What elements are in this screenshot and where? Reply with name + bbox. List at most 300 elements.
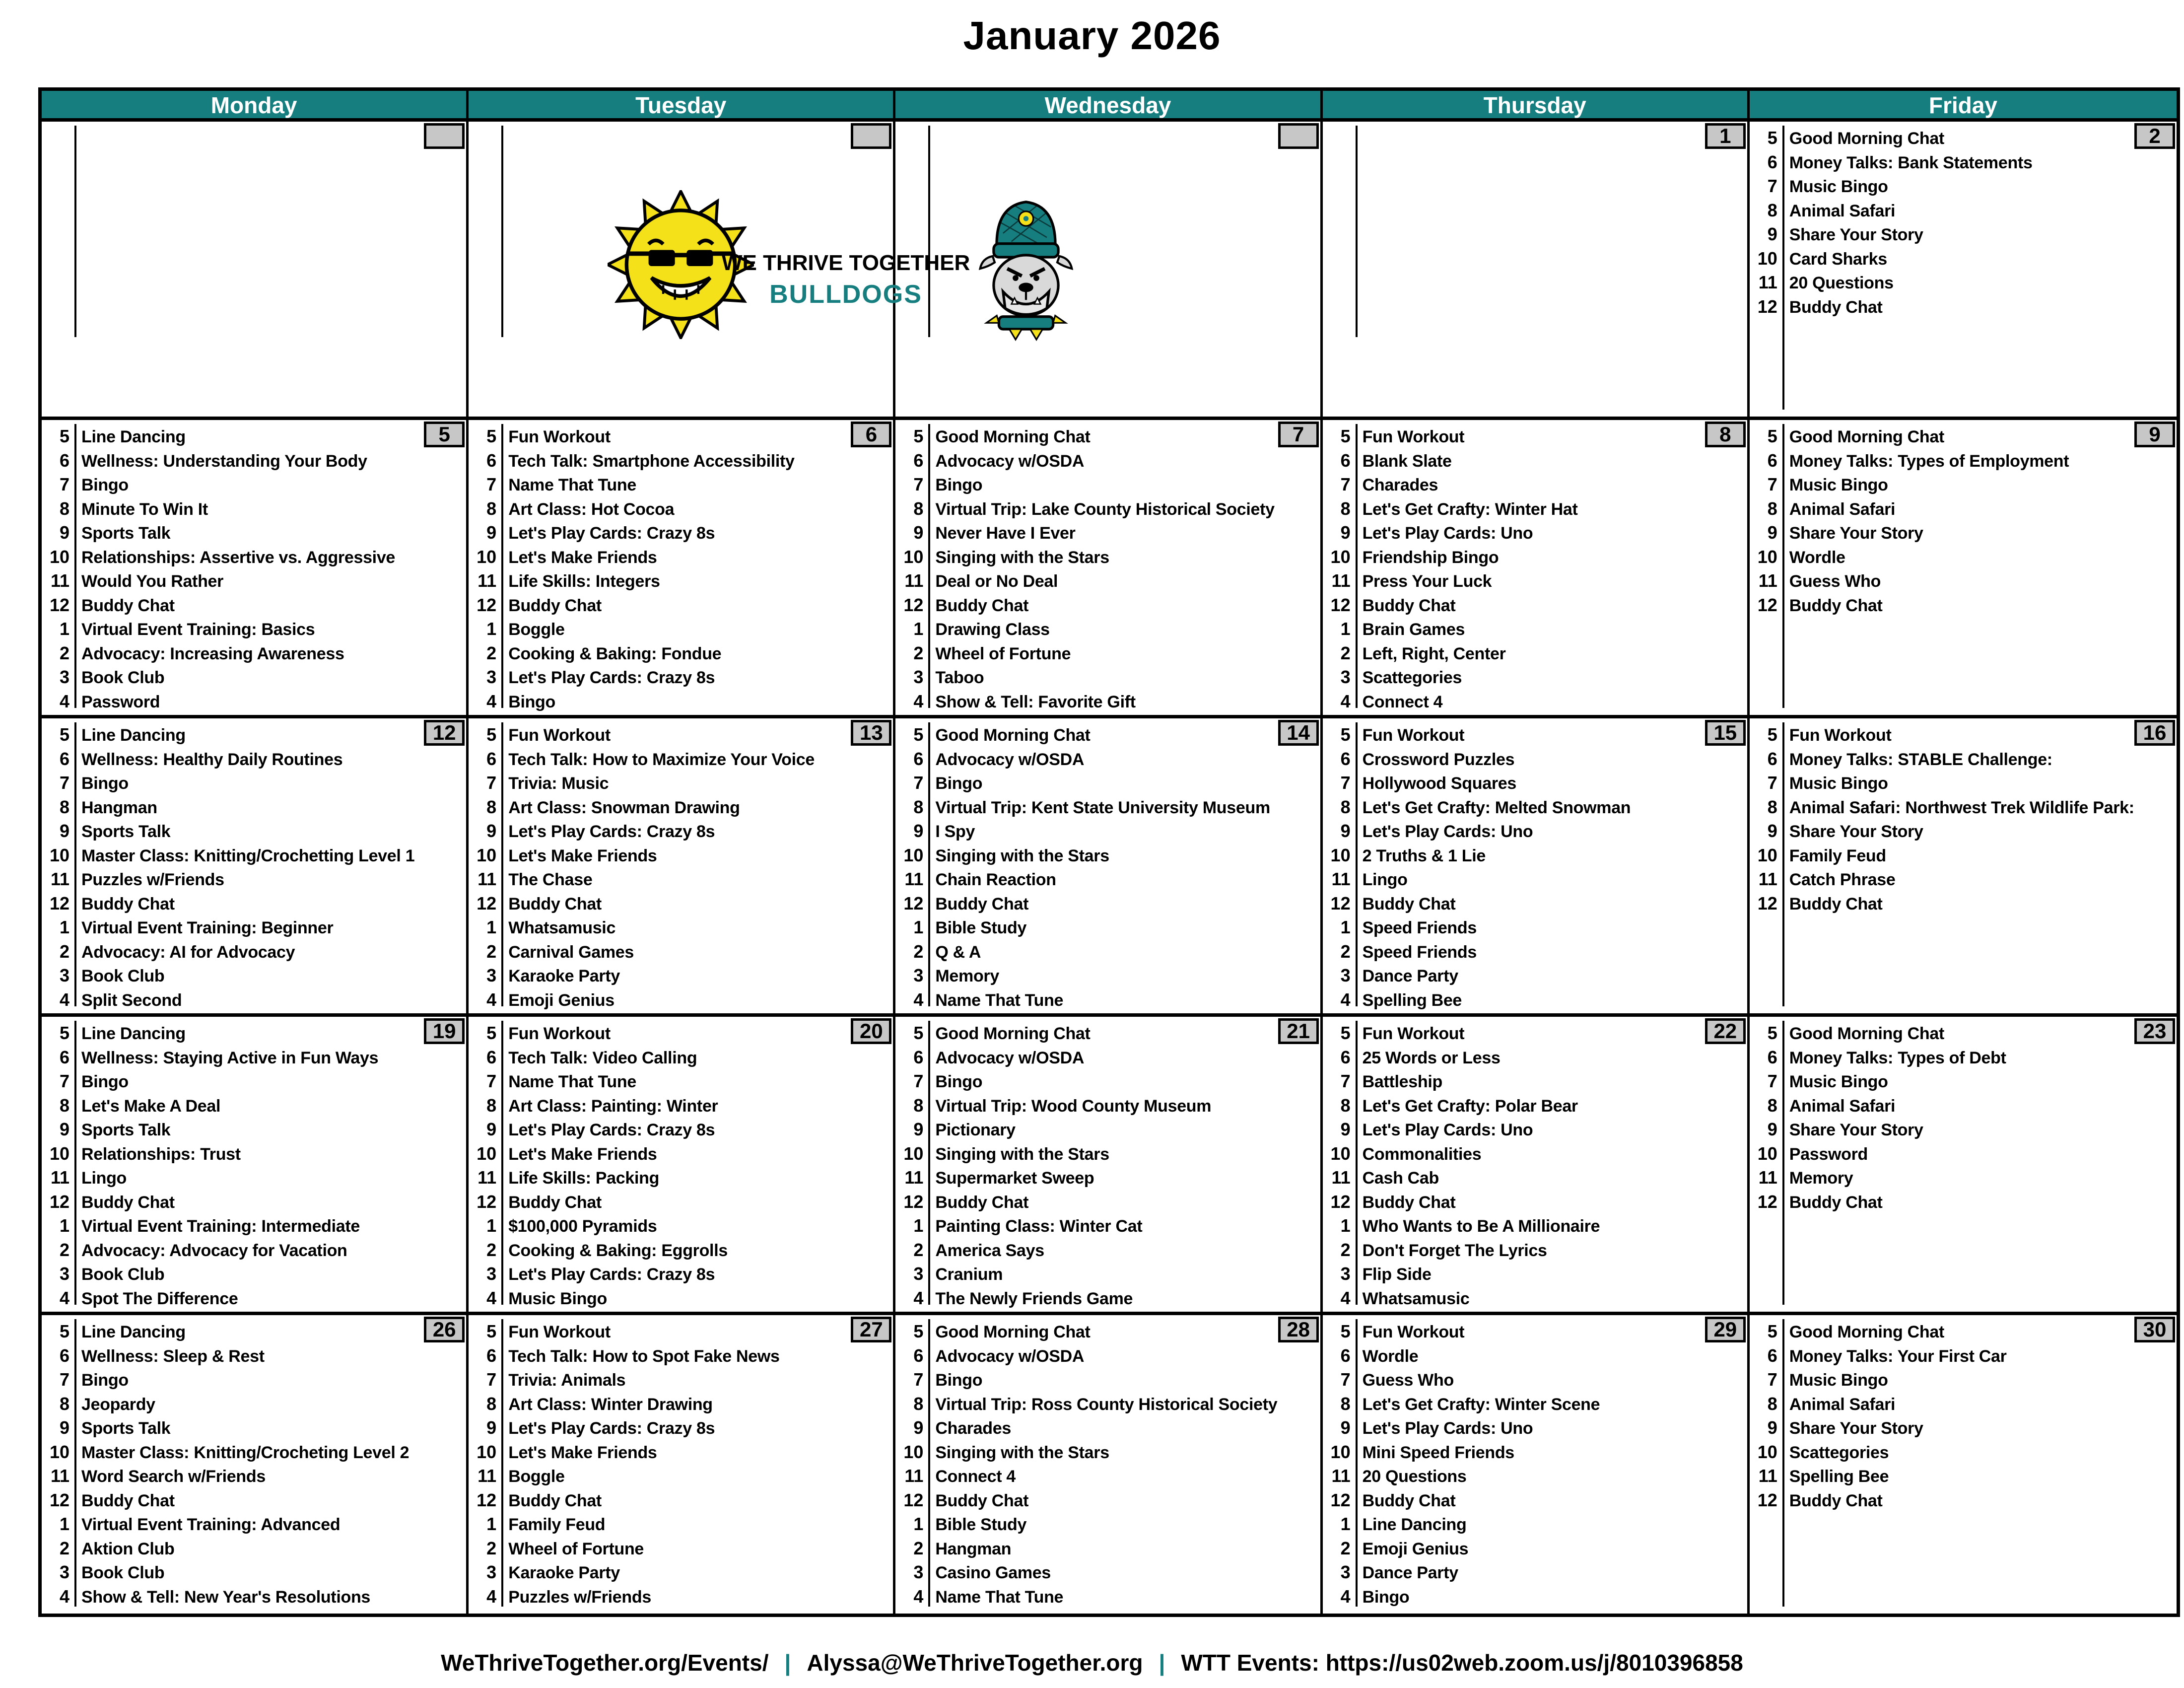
event-row [895, 1047, 1320, 1071]
event-row [1750, 1192, 2177, 1216]
event-row [42, 869, 466, 893]
event-row [895, 965, 1320, 989]
event-row [42, 643, 466, 667]
footer-email[interactable]: Alyssa@WeThriveTogether.org [807, 1650, 1143, 1676]
event-time: 1 [59, 1215, 69, 1236]
event-time: 2 [913, 1239, 924, 1260]
event-title: Singing with the Stars [935, 548, 1109, 567]
day-cell-9 [1750, 420, 2177, 718]
event-title: Wheel of Fortune [508, 1539, 644, 1558]
event-time: 4 [913, 989, 924, 1010]
event-time: 1 [59, 619, 69, 639]
event-time: 7 [486, 773, 497, 793]
event-time: 2 [486, 1239, 497, 1260]
date-box-26: 26 [424, 1317, 465, 1342]
event-list [895, 1321, 1320, 1610]
event-title: Name That Tune [508, 476, 636, 494]
event-time: 11 [50, 869, 69, 889]
event-time: 12 [49, 594, 69, 615]
event-title: Buddy Chat [1789, 596, 1883, 615]
event-title: Buddy Chat [508, 1491, 602, 1510]
date-box-empty [851, 123, 891, 149]
event-row [469, 1442, 893, 1466]
event-title: Advocacy w/OSDA [935, 451, 1085, 471]
event-title: Who Wants to Be A Millionaire [1362, 1217, 1600, 1236]
event-title: Press Your Luck [1362, 572, 1492, 591]
event-title: Good Morning Chat [1789, 427, 1944, 446]
event-time: 7 [1340, 1071, 1351, 1091]
event-time: 8 [1767, 1095, 1777, 1116]
event-title: Let's Get Crafty: Melted Snowman [1362, 798, 1631, 817]
event-title: Karaoke Party [508, 967, 620, 985]
event-row [895, 869, 1320, 893]
event-time: 5 [913, 426, 924, 446]
event-row [469, 869, 893, 893]
event-title: Wordle [1362, 1346, 1419, 1366]
event-row [1323, 450, 1747, 475]
event-row [42, 724, 466, 749]
event-time: 6 [913, 1047, 924, 1067]
date-box-19: 19 [424, 1018, 465, 1044]
event-row [895, 1514, 1320, 1538]
event-time: 3 [486, 667, 497, 687]
event-title: Let's Play Cards: Uno [1362, 524, 1533, 543]
event-row [469, 797, 893, 821]
event-title: Share Your Story [1789, 1419, 1923, 1438]
event-time: 6 [486, 748, 497, 769]
event-row [42, 547, 466, 571]
event-title: Spelling Bee [1362, 990, 1462, 1010]
event-row [42, 426, 466, 450]
event-list [1323, 1321, 1747, 1610]
event-row [469, 619, 893, 643]
event-time: 10 [903, 546, 924, 567]
event-row [469, 1514, 893, 1538]
event-row [1750, 724, 2177, 749]
event-row [895, 1417, 1320, 1442]
event-title: Whatsamusic [508, 918, 616, 937]
event-title: America Says [935, 1241, 1044, 1260]
event-time: 5 [1767, 1023, 1777, 1043]
event-title: Never Have I Ever [935, 524, 1076, 543]
event-time: 11 [1758, 570, 1777, 591]
event-time: 1 [1340, 917, 1351, 937]
event-title: Buddy Chat [508, 894, 602, 914]
event-time: 11 [1758, 1167, 1777, 1188]
event-row [469, 1417, 893, 1442]
event-title: Share Your Story [1789, 1121, 1923, 1139]
event-title: Let's Play Cards: Uno [1362, 1419, 1533, 1438]
event-time: 11 [904, 869, 924, 889]
event-time: 8 [59, 498, 69, 519]
event-time: 11 [50, 570, 69, 591]
event-title: Music Bingo [1789, 774, 1888, 793]
event-row [469, 1538, 893, 1562]
event-time: 3 [59, 667, 69, 687]
event-title: Password [81, 692, 160, 711]
date-box-empty [1278, 123, 1319, 149]
event-title: Wordle [1789, 548, 1845, 567]
event-title: Bingo [935, 476, 983, 494]
event-time: 8 [486, 1095, 497, 1116]
event-time: 11 [478, 1167, 497, 1188]
event-row [895, 797, 1320, 821]
event-time: 9 [1767, 1417, 1777, 1438]
event-row [895, 773, 1320, 797]
date-box-20: 20 [851, 1018, 891, 1044]
event-title: Let's Get Crafty: Winter Scene [1362, 1395, 1600, 1414]
event-row [1323, 965, 1747, 989]
event-row [42, 941, 466, 966]
date-box-16: 16 [2134, 720, 2175, 746]
event-title: Scattegories [1789, 1443, 1889, 1462]
event-title: Boggle [508, 1467, 565, 1486]
event-time: 7 [1767, 1071, 1777, 1091]
event-time: 4 [1340, 691, 1351, 711]
event-row [1323, 1514, 1747, 1538]
event-time: 7 [59, 474, 69, 494]
event-title: Bingo [935, 1371, 983, 1390]
event-time: 10 [1330, 844, 1351, 865]
event-title: Buddy Chat [508, 1193, 602, 1212]
event-row [1323, 1369, 1747, 1394]
event-title: Spot The Difference [81, 1289, 238, 1308]
event-title: Dance Party [1362, 1563, 1458, 1582]
event-title: Battleship [1362, 1072, 1442, 1091]
event-row [42, 1394, 466, 1418]
day-cell-21 [895, 1017, 1322, 1315]
date-box-6: 6 [851, 422, 891, 447]
event-row [42, 1514, 466, 1538]
event-time: 12 [1757, 1489, 1777, 1510]
event-row [469, 498, 893, 523]
event-time: 4 [59, 1586, 69, 1607]
event-row [1323, 1071, 1747, 1095]
event-row [42, 619, 466, 643]
event-title: Art Class: Snowman Drawing [508, 798, 740, 817]
event-title: Show & Tell: Favorite Gift [935, 692, 1136, 711]
event-row [42, 1562, 466, 1586]
event-time: 2 [59, 642, 69, 663]
event-title: Advocacy w/OSDA [935, 1048, 1085, 1067]
event-row [469, 1071, 893, 1095]
event-title: Advocacy w/OSDA [935, 1346, 1085, 1366]
event-list [1750, 1321, 2177, 1514]
event-row [895, 691, 1320, 715]
event-row [469, 1119, 893, 1143]
bulldog-icon [974, 190, 1078, 344]
event-time: 9 [1767, 224, 1777, 244]
event-row [42, 1143, 466, 1168]
event-time: 9 [913, 522, 924, 543]
event-title: Book Club [81, 1563, 165, 1582]
event-time: 12 [49, 1191, 69, 1212]
event-row [469, 450, 893, 475]
event-title: Tech Talk: Smartphone Accessibility [508, 451, 795, 471]
day-cell-14 [895, 718, 1322, 1017]
event-time: 6 [1767, 151, 1777, 172]
time-column-divider [1356, 126, 1358, 337]
event-title: Virtual Trip: Wood County Museum [935, 1096, 1212, 1116]
event-time: 1 [486, 619, 497, 639]
event-row [42, 821, 466, 845]
event-row [1750, 845, 2177, 869]
event-title: Mini Speed Friends [1362, 1443, 1514, 1462]
event-time: 7 [913, 773, 924, 793]
event-time: 7 [486, 1369, 497, 1390]
event-title: Let's Play Cards: Crazy 8s [508, 1265, 715, 1284]
event-row [469, 845, 893, 869]
event-title: Virtual Event Training: Beginner [81, 918, 334, 937]
event-row [469, 1240, 893, 1264]
event-row [42, 773, 466, 797]
event-row [42, 570, 466, 595]
event-title: Show & Tell: New Year's Resolutions [81, 1587, 371, 1607]
event-title: Good Morning Chat [1789, 129, 1944, 148]
event-title: Let's Play Cards: Crazy 8s [508, 668, 715, 687]
event-title: Speed Friends [1362, 942, 1477, 962]
event-row [42, 965, 466, 989]
event-title: Wellness: Staying Active in Fun Ways [81, 1048, 379, 1067]
event-row [42, 1369, 466, 1394]
event-row [895, 619, 1320, 643]
event-list [1323, 1023, 1747, 1312]
event-time: 9 [1767, 821, 1777, 841]
event-title: Bible Study [935, 918, 1027, 937]
event-title: Dance Party [1362, 967, 1458, 985]
event-time: 7 [486, 474, 497, 494]
event-row [1323, 1215, 1747, 1240]
event-row [42, 1538, 466, 1562]
event-title: Lingo [81, 1169, 127, 1188]
event-time: 2 [1340, 1239, 1351, 1260]
event-time: 1 [59, 1514, 69, 1534]
event-title: Fun Workout [508, 427, 611, 446]
event-row [1323, 1321, 1747, 1345]
event-row [1750, 1071, 2177, 1095]
event-row [1323, 797, 1747, 821]
date-box-21: 21 [1278, 1018, 1319, 1044]
bulldog-mascot-logo [974, 190, 1078, 344]
event-time: 7 [1340, 474, 1351, 494]
event-title: 25 Words or Less [1362, 1048, 1501, 1067]
event-row [42, 893, 466, 917]
event-title: Commonalities [1362, 1144, 1482, 1164]
event-row [895, 1288, 1320, 1312]
event-row [1750, 152, 2177, 176]
event-title: Let's Play Cards: Crazy 8s [508, 1121, 715, 1139]
event-row [895, 1538, 1320, 1562]
event-row [469, 821, 893, 845]
event-time: 10 [903, 1441, 924, 1462]
event-time: 9 [59, 821, 69, 841]
event-title: The Newly Friends Game [935, 1289, 1133, 1308]
event-row [469, 1192, 893, 1216]
event-title: Buddy Chat [508, 596, 602, 615]
event-title: Share Your Story [1789, 524, 1923, 543]
event-title: Book Club [81, 1265, 165, 1284]
event-row [895, 1071, 1320, 1095]
event-time: 12 [49, 893, 69, 914]
event-time: 8 [1340, 1393, 1351, 1414]
event-row [1750, 474, 2177, 498]
event-title: Hangman [935, 1539, 1012, 1558]
event-title: Tech Talk: How to Maximize Your Voice [508, 750, 815, 769]
event-title: Book Club [81, 668, 165, 687]
event-title: Animal Safari [1789, 1395, 1896, 1414]
event-time: 10 [49, 844, 69, 865]
event-time: 8 [486, 796, 497, 817]
event-time: 4 [1340, 1586, 1351, 1607]
footer-zoom-link[interactable]: WTT Events: https://us02web.zoom.us/j/8010396858 [1181, 1650, 1743, 1676]
event-title: Let's Make Friends [508, 548, 657, 567]
event-row [469, 643, 893, 667]
event-time: 8 [486, 1393, 497, 1414]
event-title: Cash Cab [1362, 1169, 1439, 1188]
event-title: Good Morning Chat [935, 726, 1091, 745]
event-row [1323, 724, 1747, 749]
event-time: 5 [59, 724, 69, 745]
event-row [1750, 248, 2177, 273]
event-title: Advocacy: Increasing Awareness [81, 644, 344, 663]
event-title: Boggle [508, 620, 565, 639]
event-row [469, 1288, 893, 1312]
event-row [1750, 797, 2177, 821]
event-row [42, 1321, 466, 1345]
event-time: 12 [1757, 594, 1777, 615]
event-time: 10 [1757, 248, 1777, 269]
event-title: Don't Forget The Lyrics [1362, 1241, 1547, 1260]
event-title: Virtual Event Training: Basics [81, 620, 315, 639]
event-time: 5 [59, 1023, 69, 1043]
event-title: Fun Workout [1362, 1323, 1465, 1341]
event-title: Blank Slate [1362, 451, 1452, 471]
event-title: Buddy Chat [1789, 894, 1883, 914]
event-time: 6 [59, 1047, 69, 1067]
event-title: Sports Talk [81, 524, 171, 543]
day-cell-5 [42, 420, 469, 718]
event-time: 3 [59, 1562, 69, 1582]
event-time: 5 [59, 1321, 69, 1341]
event-title: Let's Play Cards: Uno [1362, 1121, 1533, 1139]
event-list [895, 1023, 1320, 1312]
event-time: 8 [59, 1095, 69, 1116]
event-time: 12 [477, 893, 497, 914]
event-time: 7 [59, 1071, 69, 1091]
event-time: 2 [913, 642, 924, 663]
date-box-1: 1 [1705, 123, 1746, 149]
event-row [42, 667, 466, 691]
event-title: Supermarket Sweep [935, 1169, 1094, 1188]
event-time: 10 [1757, 1441, 1777, 1462]
event-row [895, 845, 1320, 869]
event-time: 10 [477, 1143, 497, 1164]
event-time: 4 [1340, 1287, 1351, 1308]
event-row [895, 1321, 1320, 1345]
event-title: Emoji Genius [1362, 1539, 1469, 1558]
date-box-13: 13 [851, 720, 891, 746]
event-time: 9 [1340, 522, 1351, 543]
date-box-27: 27 [851, 1317, 891, 1342]
event-time: 12 [1330, 594, 1351, 615]
event-time: 10 [903, 844, 924, 865]
event-time: 10 [49, 1441, 69, 1462]
event-title: 2 Truths & 1 Lie [1362, 846, 1486, 865]
event-time: 7 [1340, 773, 1351, 793]
footer [0, 1649, 2184, 1676]
event-title: Buddy Chat [1362, 1491, 1456, 1510]
event-time: 8 [1767, 498, 1777, 519]
event-time: 6 [913, 1345, 924, 1366]
event-time: 7 [59, 1369, 69, 1390]
event-title: Buddy Chat [1362, 894, 1456, 914]
date-box-23: 23 [2134, 1018, 2175, 1044]
event-time: 9 [1340, 821, 1351, 841]
event-title: Connect 4 [1362, 692, 1443, 711]
event-row [895, 547, 1320, 571]
event-row [469, 893, 893, 917]
event-time: 3 [486, 1264, 497, 1284]
event-title: Advocacy w/OSDA [935, 750, 1085, 769]
event-time: 2 [59, 1239, 69, 1260]
event-title: Drawing Class [935, 620, 1050, 639]
page-title: January 2026 [963, 13, 1221, 58]
event-row [42, 1586, 466, 1611]
event-time: 4 [486, 989, 497, 1010]
event-row [1750, 821, 2177, 845]
date-box-28: 28 [1278, 1317, 1319, 1342]
event-row [1750, 570, 2177, 595]
event-title: Art Class: Painting: Winter [508, 1096, 718, 1116]
event-time: 10 [1330, 1143, 1351, 1164]
event-time: 7 [913, 1369, 924, 1390]
event-title: Line Dancing [81, 1024, 186, 1043]
event-time: 10 [903, 1143, 924, 1164]
event-time: 4 [913, 1287, 924, 1308]
day-cell-29 [1323, 1315, 1750, 1614]
event-time: 3 [59, 1264, 69, 1284]
event-time: 5 [1767, 724, 1777, 745]
event-row [42, 1417, 466, 1442]
event-row [1750, 1047, 2177, 1071]
event-row [1750, 1490, 2177, 1514]
event-title: Crossword Puzzles [1362, 750, 1515, 769]
event-row [1323, 498, 1747, 523]
we-thrive-together-wordmark [722, 251, 970, 309]
footer-separator: | [784, 1650, 791, 1676]
event-title: Painting Class: Winter Cat [935, 1217, 1143, 1236]
event-title: Minute To Win It [81, 499, 208, 519]
event-title: Pictionary [935, 1121, 1016, 1139]
event-time: 10 [1757, 1143, 1777, 1164]
event-time: 8 [486, 498, 497, 519]
event-time: 11 [478, 1466, 497, 1486]
event-row [895, 1192, 1320, 1216]
event-row [469, 1586, 893, 1611]
calendar-grid [38, 87, 2180, 1617]
event-row [895, 749, 1320, 773]
event-row [42, 845, 466, 869]
event-row [1750, 1119, 2177, 1143]
event-time: 4 [913, 1586, 924, 1607]
event-row [895, 1369, 1320, 1394]
day-cell-2 [1750, 122, 2177, 420]
event-row [1323, 691, 1747, 715]
footer-website[interactable]: WeThriveTogether.org/Events/ [441, 1650, 769, 1676]
weekday-header-row [42, 91, 2177, 122]
event-time: 12 [903, 1191, 924, 1212]
date-box-14: 14 [1278, 720, 1319, 746]
